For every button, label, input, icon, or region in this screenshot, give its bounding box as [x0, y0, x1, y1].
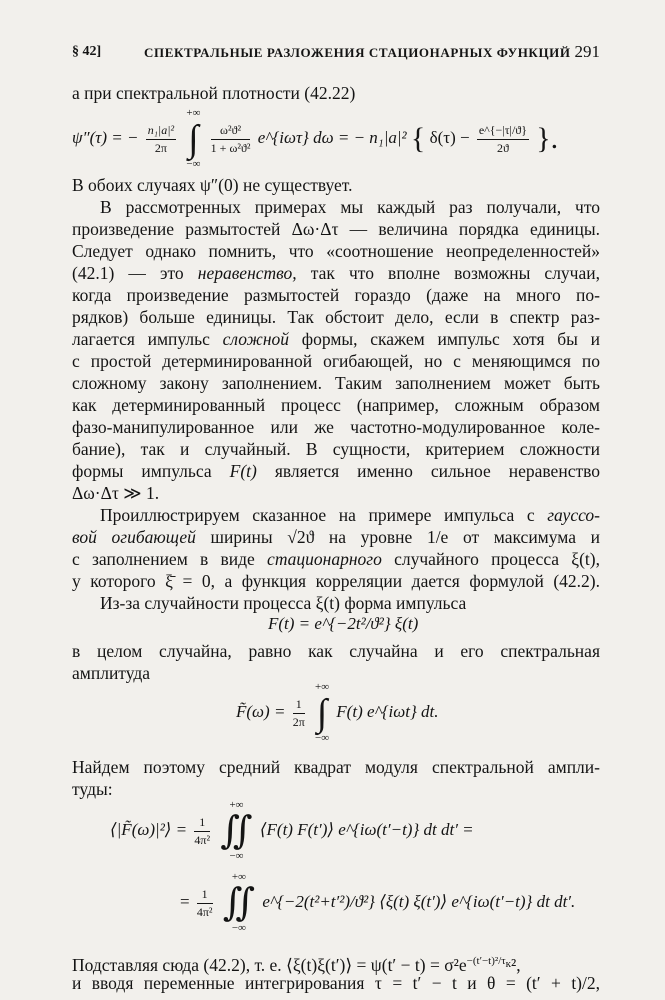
text-line: у которого ξ̄ = 0, а функция корреляции дается формулой (42.2). — [72, 571, 600, 591]
eq1-middle: e^{iωτ} dω = − n₁|a|² — [257, 127, 407, 147]
equation-mean-square-expanded — [180, 872, 575, 934]
text-line: с простой детерминированной огибающей, но с меняющимся по — [72, 351, 600, 371]
text-line: в целом случайна, равно как случайна и его спектральная — [72, 641, 600, 661]
text-line: Следует однако помнить, что «соотношение неопределенностей» — [72, 241, 600, 261]
double-integral-sign: +∞ ∬ −∞ — [220, 799, 253, 862]
equation-mean-square — [110, 800, 474, 862]
eq3-lhs: F̃(ω) = — [236, 701, 286, 721]
section-number: § 42] — [72, 44, 102, 59]
integral-sign: +∞ ∫ −∞ — [186, 107, 201, 170]
eq5-lhs: = — [180, 891, 190, 911]
page-number: 291 — [574, 42, 600, 61]
text-line: Проиллюстрируем сказанное на примере импульса с гауссо- — [100, 505, 600, 525]
double-integral-sign: +∞ ∬ −∞ — [222, 871, 256, 934]
integral-sign: +∞ ∫ −∞ — [315, 681, 330, 744]
eq3-rhs: F(t) e^{iωt} dt. — [336, 701, 439, 721]
eq5-rhs: e^{−2(t²+t′²)/ϑ²} ⟨ξ(t) ξ(t′)⟩ e^{iω(t′−t)} dt dt′. — [262, 891, 576, 911]
equation-psi-second-derivative — [72, 108, 558, 170]
brace-close: }. — [536, 122, 559, 155]
eq5-fraction: $\frac{1}{\text{4π²}}$ — [196, 886, 213, 919]
eq1-delta: δ(τ) − — [429, 127, 470, 147]
text-line: как детерминированный процесс (например, сложным образом — [72, 395, 600, 415]
text-line: рядков) больше единицы. Так обстоит дело, если в спектр раз- — [72, 307, 600, 327]
text-line: фазо-манипулированное или же частотно-модулированное коле- — [72, 417, 600, 437]
text-line: В обоих случаях ψ″(0) не существует. — [72, 175, 353, 195]
text-line: В рассмотренных примерах мы каждый раз получали, что — [100, 197, 600, 217]
text-line: лагается импульс сложной формы, скажем импульс хотя бы и — [72, 329, 600, 349]
text-line: сложному закону заполнением. Таким заполнением может быть — [72, 373, 600, 393]
eq4-fraction: $\frac{1}{\text{4π²}}$ — [194, 814, 211, 847]
running-header — [72, 40, 600, 66]
text-line: вой огибающей ширины √2ϑ на уровне 1/e от максимума и — [72, 527, 600, 547]
text-line: Найдем поэтому средний квадрат модуля спектральной ампли- — [72, 757, 600, 777]
text-line: и вводя переменные интегрирования τ = t′ − t и θ = (t′ + t)/2, — [72, 973, 600, 993]
text-line: туды: — [72, 779, 113, 799]
equation-pulse-form: F(t) = e^{−2t²/ϑ²} ξ(t) — [268, 614, 419, 633]
eq4-lhs: ⟨|F̃(ω)|²⟩ = — [110, 819, 188, 839]
text-line: Δω·Δτ ≫ 1. — [72, 483, 160, 503]
eq1-fraction-2: $\frac{\text{ω²ϑ²}}{\text{1 + ω²ϑ²}}$ — [210, 122, 251, 155]
eq1-lhs: ψ″(τ) = − — [72, 127, 139, 147]
brace-open: { — [410, 122, 426, 155]
text-line: Подставляя сюда (42.2), т. е. ⟨ξ(t)ξ(t′)⟩ = $\psi(t' - t) = \sigma^2e^{-(t'-t)^2/\tau_к}^2$, — [72, 954, 521, 975]
text-line: произведение размытостей Δω·Δτ — величина порядка единицы. — [72, 219, 600, 239]
eq1-fraction: $\frac{\text{n₁|a|²}}{2\pi}$ — [147, 122, 175, 155]
text-line: когда произведение размытостей гораздо (даже на много по- — [72, 285, 600, 305]
text-line: амплитуда — [72, 663, 151, 683]
eq4-rhs: ⟨F(t) F(t′)⟩ e^{iω(t′−t)} dt dt′ = — [259, 819, 474, 839]
chapter-title: СПЕКТРАЛЬНЫЕ РАЗЛОЖЕНИЯ СТАЦИОНАРНЫХ ФУНКЦИЙ — [144, 45, 571, 60]
eq1-fraction-3: $\frac{e\^{}\{-|\tau|/ϑ\}}{2ϑ}$ — [478, 122, 527, 155]
text-line: а при спектральной плотности (42.22) — [72, 83, 356, 103]
text-line: Из-за случайности процесса ξ(t) форма импульса — [100, 593, 467, 613]
text-line: (42.1) — это неравенство, так что вполне возможны случаи, — [72, 263, 600, 283]
text-line: бание), так и случайный. В сущности, критерием сложности — [72, 439, 600, 459]
text-line: с заполнением в виде стационарного случайного процесса ξ(t), — [72, 549, 600, 569]
eq3-fraction: $\frac{1}{2\pi}$ — [292, 696, 305, 729]
equation-spectral-amplitude — [236, 682, 438, 744]
text-line: формы импульса F(t) является именно сильное неравенство — [72, 461, 600, 481]
